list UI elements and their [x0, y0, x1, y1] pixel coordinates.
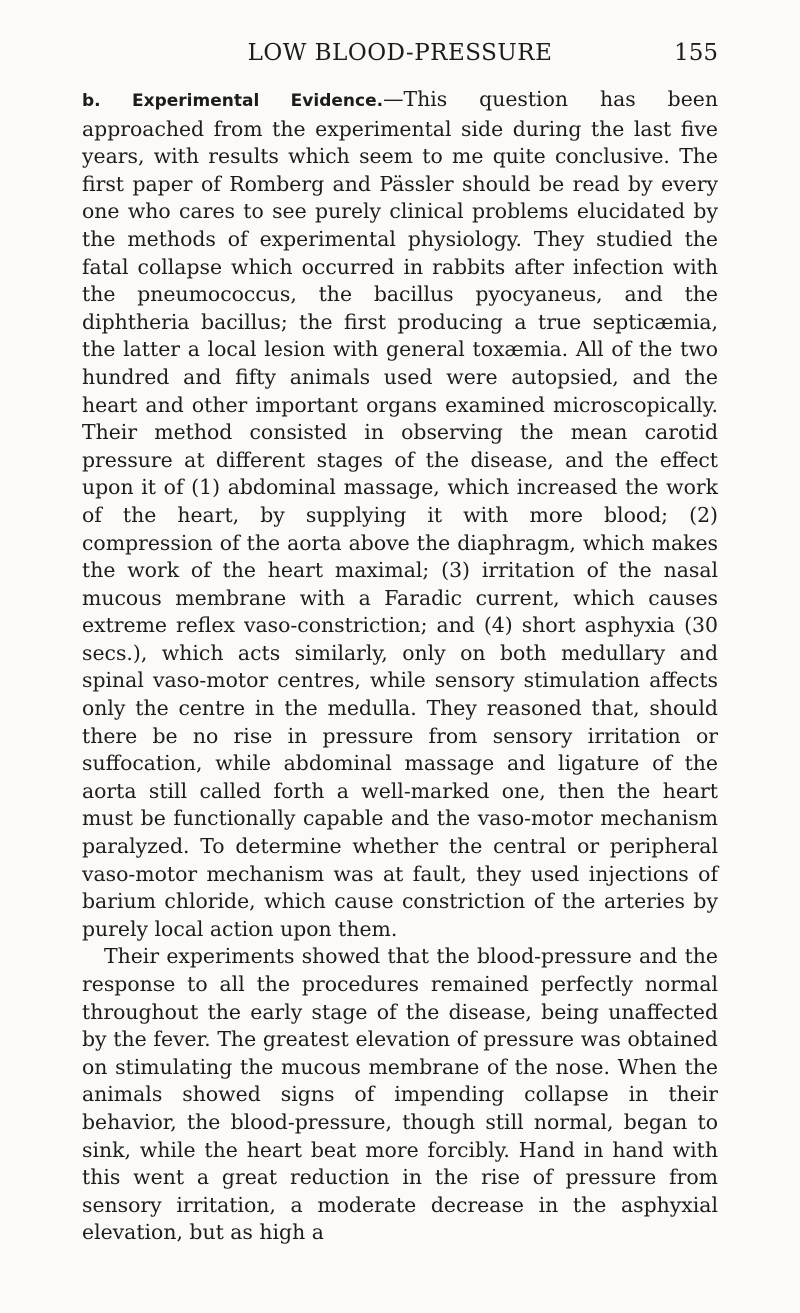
section-heading: b. Experimental Evidence.: [82, 91, 384, 111]
paragraph-2: Their experiments showed that the blood-pressure and the response to all the procedures remained perfectly normal throughout the early stage of the disease, being unaffected by the fever. The greatest elevation of pressure was obtained on stimulating the mucous membrane of the nose. When the animals showed signs of impending collapse in their behavior, the blood-pressure, though still normal, began to sink, while the heart beat more forcibly. Hand in hand with this went a great reduction in the rise of pressure from sensory irritation, a moderate decrease in the asphyxial elevation, but as high a: [82, 944, 718, 1245]
paragraph-1-text: —This question has been approached from the experimental side during the last five years, with results which seem to me quite conclusive. The first paper of Romberg and Pässler should be read by every one who cares to see purely clinical problems elucidated by the methods of experimental physiology. They studied the fatal collapse which occurred in rabbits after infection with the pneumococcus, the bacillus pyocyaneus, and the diphtheria bacillus; the first producing a true septicæmia, the latter a local lesion with general toxæmia. All of the two hundred and fifty animals used were autopsied, and the heart and other important organs examined microscopically. Their method consisted in observing the mean carotid pressure at different stages of the disease, and the effect upon it of (1) abdominal massage, which increased the work of the heart, by supplying it with more blood; (2) compression of the aorta above the diaphragm, which makes the work of the heart maximal; (3) irritation of the nasal mucous membrane with a Faradic current, which causes extreme reflex vaso-constriction; and (4) short asphyxia (30 secs.), which acts similarly, only on both medullary and spinal vaso-motor centres, while sensory stimulation affects only the centre in the medulla. They reasoned that, should there be no rise in pressure from sensory irritation or suffocation, while abdominal massage and ligature of the aorta still called forth a well-marked one, then the heart must be functionally capable and the vaso-motor mechanism paralyzed. To determine whether the central or peripheral vaso-motor mechanism was at fault, they used injections of barium chloride, which cause constriction of the arteries by purely local action upon them.: [82, 87, 718, 941]
body-text: [82, 86, 718, 1247]
paragraph-1: [82, 86, 718, 943]
running-head: [82, 40, 718, 76]
page-number: 155: [674, 40, 718, 66]
running-head-title: LOW BLOOD-PRESSURE: [247, 40, 553, 66]
book-page: [82, 40, 718, 1247]
